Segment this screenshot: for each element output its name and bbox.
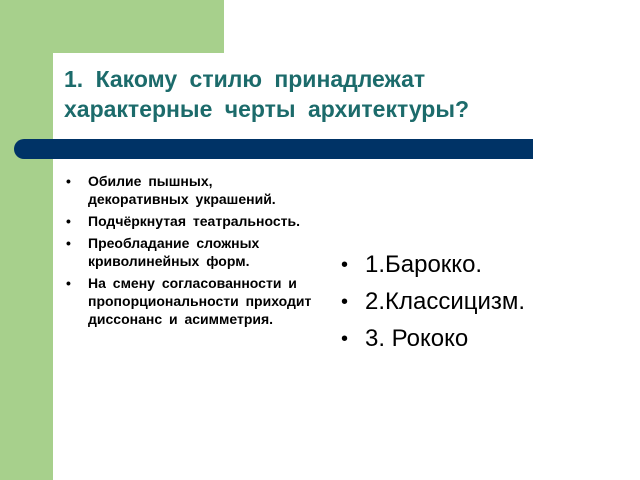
answer-option-text: 1.Барокко. — [365, 251, 483, 278]
answer-option-text: 2.Классицизм. — [365, 288, 526, 315]
answer-option — [339, 323, 619, 355]
answer-option — [339, 286, 619, 318]
bullet-icon: • — [66, 173, 71, 189]
answer-option — [339, 249, 619, 281]
feature-item — [64, 172, 314, 208]
bullet-icon: • — [341, 328, 349, 350]
feature-item — [64, 212, 314, 230]
bullet-icon: • — [341, 254, 349, 276]
bullet-icon: • — [341, 291, 349, 313]
feature-item — [64, 234, 314, 270]
feature-item — [64, 274, 314, 328]
title-underline-bar — [14, 139, 533, 159]
feature-text: Обилие пышных, декоративных украшений. — [88, 173, 276, 207]
bullet-icon: • — [66, 275, 71, 291]
feature-text: Подчёркнутая театральность. — [88, 213, 300, 229]
feature-text: Преобладание сложных криволинейных форм. — [88, 235, 260, 269]
title-line-2: характерные черты архитектуры? — [64, 96, 470, 122]
decor-green-top-strip — [0, 0, 224, 53]
decor-green-left-strip — [0, 0, 53, 480]
bullet-icon: • — [66, 213, 71, 229]
slide-title — [64, 64, 624, 124]
answer-options-list — [339, 249, 619, 360]
bullet-icon: • — [66, 235, 71, 251]
title-line-1: 1. Какому стилю принадлежат — [64, 66, 426, 92]
features-list — [64, 172, 314, 332]
answer-option-text: 3. Рококо — [365, 325, 469, 352]
feature-text: На смену согласованности и пропорциональности приходит диссонанс и асимметрия. — [88, 275, 312, 327]
